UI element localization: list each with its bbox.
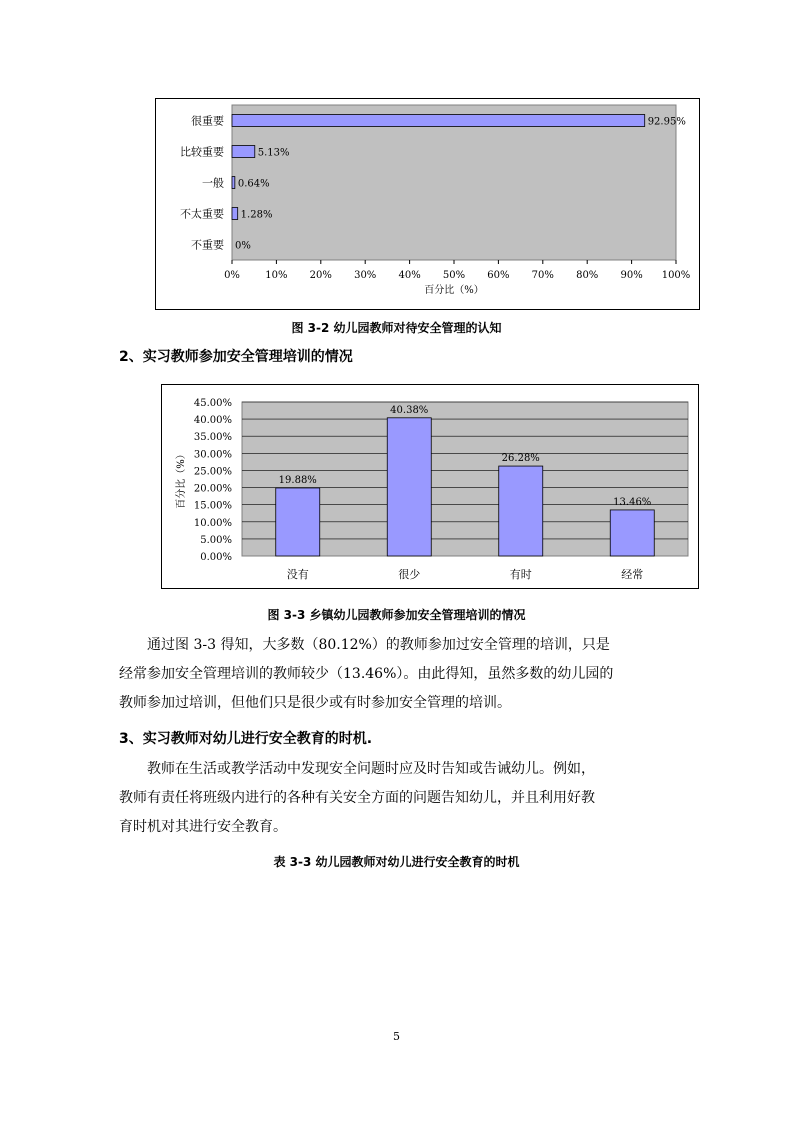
x-tick-label: 70% — [531, 270, 554, 281]
section-2-heading: 2、实习教师参加安全管理培训的情况 — [119, 349, 353, 365]
bar — [387, 418, 431, 556]
x-tick-label: 0% — [224, 270, 240, 281]
figure-3-2-chart — [155, 98, 700, 310]
y-tick-label: 比较重要 — [180, 145, 224, 159]
x-axis-label: 百分比（%） — [424, 285, 484, 296]
data-label: 1.28% — [240, 209, 273, 221]
y-tick-label: 35.00% — [193, 432, 232, 444]
section-3-heading: 3、实习教师对幼儿进行安全教育的时机. — [119, 731, 373, 747]
y-tick-label: 40.00% — [193, 415, 232, 427]
y-tick-label: 20.00% — [193, 483, 232, 495]
paragraph-2-line: 育时机对其进行安全教育。 — [119, 819, 287, 835]
paragraph-2-line: 教师有责任将班级内进行的各种有关安全方面的问题告知幼儿，并且利用好教 — [119, 790, 595, 806]
paragraph-1-line: 经常参加安全管理培训的教师较少（13.46%）。由此得知，虽然多数的幼儿园的 — [119, 666, 614, 682]
page-number: 5 — [393, 1030, 400, 1043]
bar — [232, 177, 235, 189]
y-tick-label: 0.00% — [200, 552, 232, 563]
bar — [232, 146, 255, 158]
paragraph-1-line: 通过图 3-3 得知，大多数（80.12%）的教师参加过安全管理的培训，只是 — [147, 637, 610, 653]
paragraph-2 — [119, 755, 679, 842]
x-tick-label: 10% — [265, 270, 288, 281]
y-tick-label: 不重要 — [191, 238, 224, 252]
x-tick-label: 90% — [620, 270, 643, 281]
x-tick-label: 有时 — [509, 568, 532, 581]
figure-3-3-svg — [162, 385, 698, 588]
y-tick-label: 30.00% — [193, 449, 232, 461]
y-tick-label: 5.00% — [200, 534, 232, 546]
bar — [276, 488, 320, 556]
bar — [610, 510, 654, 556]
y-tick-label: 10.00% — [193, 517, 232, 529]
figure-3-3-caption: 图 3-3 乡镇幼儿园教师参加安全管理培训的情况 — [267, 608, 526, 622]
x-tick-label: 30% — [354, 270, 377, 281]
y-tick-label: 很重要 — [191, 114, 224, 128]
table-3-3-caption: 表 3-3 幼儿园教师对幼儿进行安全教育的时机 — [273, 855, 520, 869]
x-tick-label: 经常 — [621, 568, 644, 581]
bar — [232, 115, 645, 127]
paragraph-1-line: 教师参加过培训，但他们只是很少或有时参加安全管理的培训。 — [119, 695, 511, 711]
figure-3-2-svg — [156, 99, 699, 309]
plot-area — [232, 105, 676, 260]
data-label: 5.13% — [257, 147, 290, 159]
bar — [232, 208, 238, 220]
x-tick-label: 40% — [398, 270, 421, 281]
data-label: 92.95% — [647, 116, 686, 128]
figure-3-3-chart — [161, 384, 699, 589]
y-tick-label: 不太重要 — [180, 207, 224, 221]
y-tick-label: 25.00% — [193, 466, 232, 478]
x-tick-label: 100% — [661, 270, 691, 281]
data-label: 13.46% — [613, 496, 652, 508]
bar — [499, 466, 543, 556]
data-label: 19.88% — [278, 474, 317, 486]
x-tick-label: 很少 — [398, 568, 421, 581]
figure-3-2-caption: 图 3-2 幼儿园教师对待安全管理的认知 — [291, 321, 502, 335]
data-label: 0% — [235, 240, 251, 252]
y-tick-label: 一般 — [202, 176, 224, 190]
y-tick-label: 45.00% — [193, 398, 232, 409]
x-tick-label: 80% — [576, 270, 599, 281]
data-label: 0.64% — [237, 178, 270, 190]
y-tick-label: 15.00% — [193, 500, 232, 512]
y-axis-label: 百分比（%） — [176, 449, 187, 509]
data-label: 40.38% — [390, 404, 429, 416]
paragraph-2-line: 教师在生活或教学活动中发现安全问题时应及时告知或告诫幼儿。例如， — [147, 761, 595, 777]
x-tick-label: 60% — [487, 270, 510, 281]
x-tick-label: 50% — [442, 270, 466, 281]
data-label: 26.28% — [501, 453, 540, 465]
x-tick-label: 没有 — [286, 568, 309, 581]
x-tick-label: 20% — [309, 270, 332, 281]
paragraph-1 — [119, 631, 679, 718]
